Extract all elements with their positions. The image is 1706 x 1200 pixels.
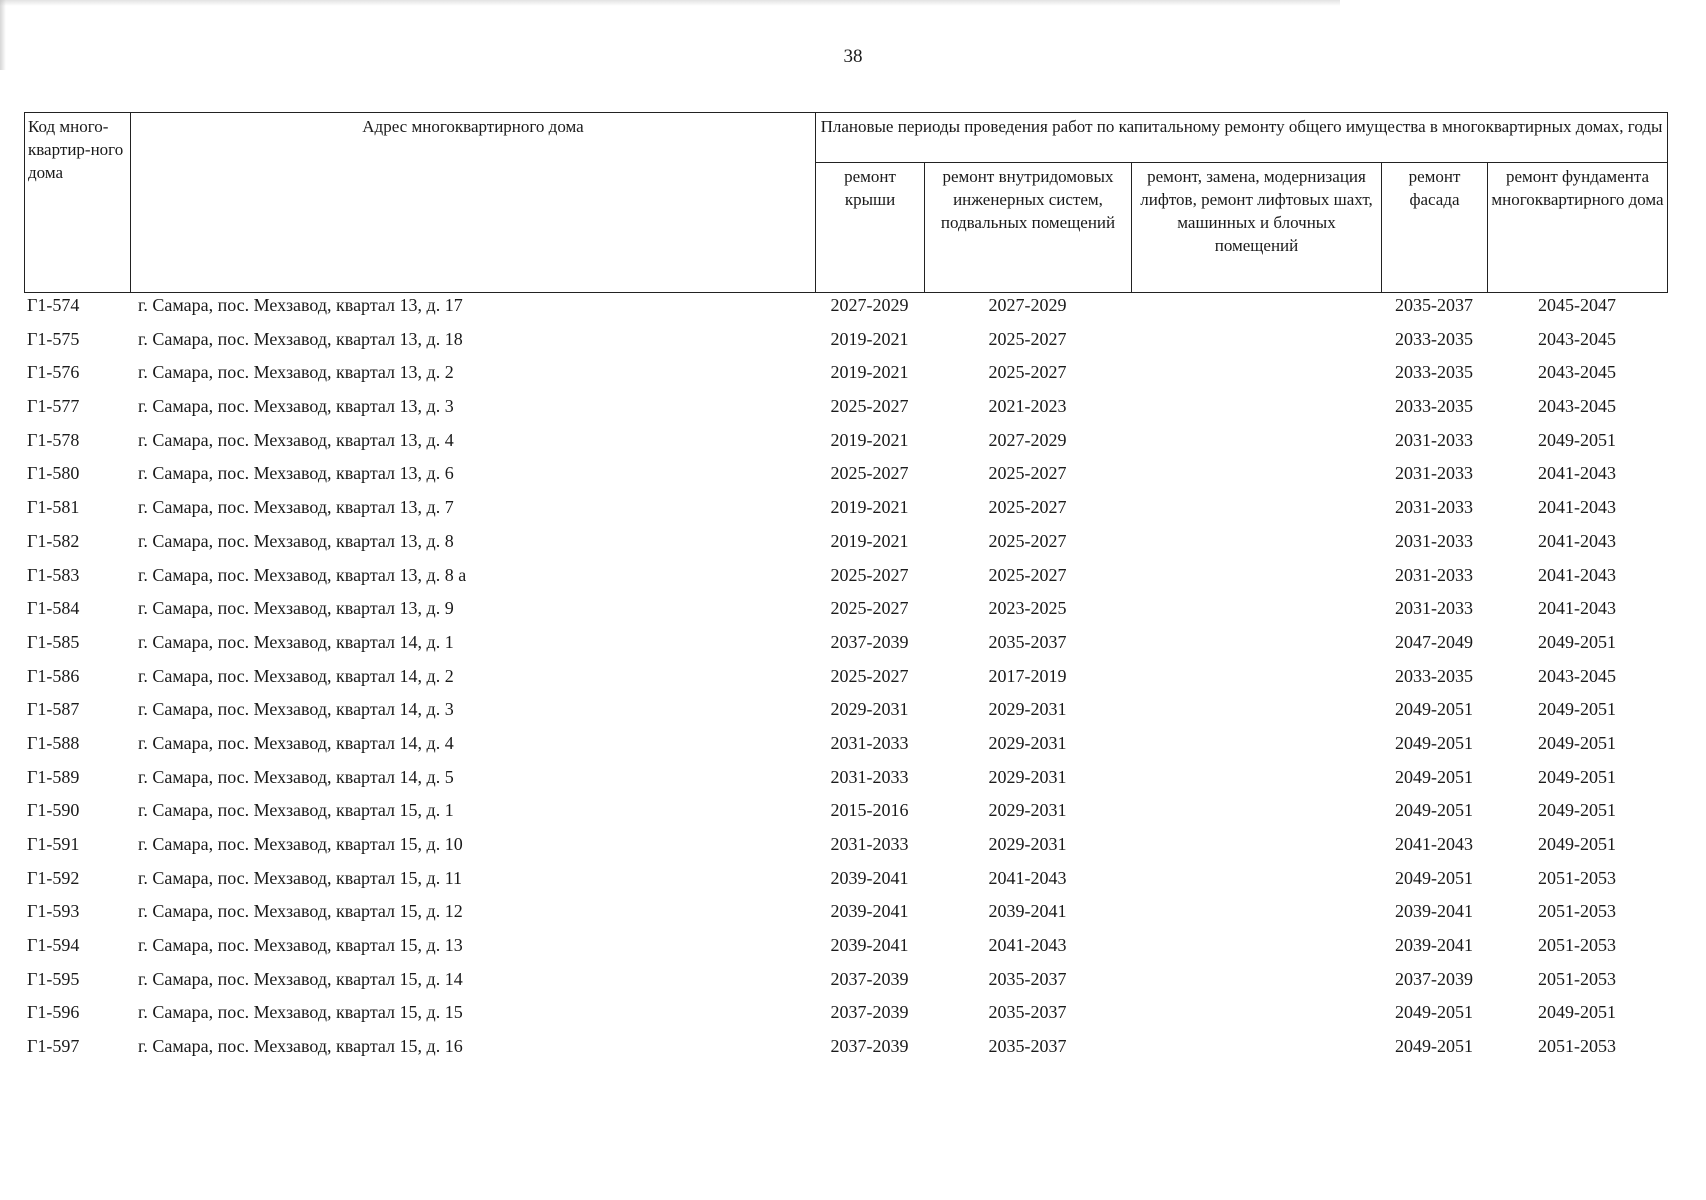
- header-facade: ремонт фасада: [1382, 163, 1488, 293]
- cell-address: г. Самара, пос. Мехзавод, квартал 13, д. 7: [138, 497, 454, 518]
- cell-engineering: 2029-2031: [988, 699, 1067, 720]
- cell-code: Г1-580: [27, 463, 80, 484]
- cell-foundation: 2043-2045: [1538, 328, 1616, 349]
- table-row: [24, 766, 1667, 800]
- cell-roof: 2019-2021: [830, 328, 909, 349]
- cell-engineering: 2035-2037: [988, 1036, 1067, 1057]
- cell-engineering: 2025-2027: [988, 564, 1067, 585]
- cell-engineering: 2027-2029: [988, 295, 1067, 315]
- cell-foundation: 2049-2051: [1538, 631, 1616, 652]
- cell-elevators: [1131, 1001, 1381, 1035]
- cell-foundation: 2043-2045: [1538, 396, 1616, 417]
- cell-facade: 2031-2033: [1395, 429, 1473, 450]
- cell-elevators: [1131, 732, 1381, 766]
- cell-code: Г1-582: [27, 530, 80, 551]
- cell-engineering: 2027-2029: [988, 429, 1067, 450]
- cell-foundation: 2043-2045: [1538, 665, 1616, 686]
- cell-roof: 2025-2027: [830, 564, 909, 585]
- cell-code: Г1-595: [27, 968, 80, 989]
- cell-code: Г1-574: [27, 295, 80, 315]
- cell-elevators: [1131, 328, 1381, 362]
- cell-elevators: [1131, 867, 1381, 901]
- cell-facade: 2049-2051: [1395, 732, 1473, 753]
- cell-roof: 2037-2039: [830, 1002, 909, 1023]
- header-elevators: ремонт, замена, модернизация лифтов, ремонт лифтовых шахт, машинных и блочных помещений: [1132, 163, 1382, 293]
- cell-code: Г1-584: [27, 598, 80, 619]
- table-row: [24, 395, 1667, 429]
- cell-elevators: [1131, 631, 1381, 665]
- cell-facade: 2031-2033: [1395, 564, 1473, 585]
- cell-engineering: 2039-2041: [988, 901, 1067, 922]
- cell-address: г. Самара, пос. Мехзавод, квартал 13, д. 8 а: [138, 564, 467, 585]
- cell-address: г. Самара, пос. Мехзавод, квартал 13, д. 2: [138, 362, 454, 383]
- table-row: [24, 294, 1667, 328]
- cell-elevators: [1131, 496, 1381, 530]
- cell-address: г. Самара, пос. Мехзавод, квартал 14, д. 4: [138, 732, 454, 753]
- cell-address: г. Самара, пос. Мехзавод, квартал 15, д. 1: [138, 800, 454, 821]
- cell-facade: 2037-2039: [1395, 968, 1473, 989]
- table-row: [24, 429, 1667, 463]
- cell-code: Г1-585: [27, 631, 80, 652]
- table-row: [24, 732, 1667, 766]
- cell-roof: 2025-2027: [830, 665, 909, 686]
- cell-code: Г1-578: [27, 429, 80, 450]
- cell-engineering: 2025-2027: [988, 328, 1067, 349]
- table-row: [24, 934, 1667, 968]
- cell-address: г. Самара, пос. Мехзавод, квартал 14, д. 1: [138, 631, 454, 652]
- cell-engineering: 2029-2031: [988, 732, 1067, 753]
- cell-roof: 2019-2021: [830, 530, 909, 551]
- cell-address: г. Самара, пос. Мехзавод, квартал 13, д. 17: [138, 295, 463, 315]
- cell-engineering: 2029-2031: [988, 800, 1067, 821]
- cell-roof: 2025-2027: [830, 463, 909, 484]
- header-address: Адрес многоквартирного дома: [131, 113, 816, 293]
- cell-facade: 2039-2041: [1395, 935, 1473, 956]
- cell-foundation: 2041-2043: [1538, 497, 1616, 518]
- cell-elevators: [1131, 799, 1381, 833]
- cell-roof: 2037-2039: [830, 968, 909, 989]
- cell-engineering: 2035-2037: [988, 1002, 1067, 1023]
- cell-roof: 2031-2033: [830, 834, 909, 854]
- cell-elevators: [1131, 934, 1381, 968]
- table-row: [24, 496, 1667, 530]
- cell-address: г. Самара, пос. Мехзавод, квартал 14, д. 5: [138, 766, 454, 787]
- cell-code: Г1-589: [27, 766, 80, 787]
- table-row: [24, 597, 1667, 631]
- cell-address: г. Самара, пос. Мехзавод, квартал 15, д. 13: [138, 935, 463, 956]
- cell-foundation: 2049-2051: [1538, 766, 1616, 787]
- cell-foundation: 2041-2043: [1538, 598, 1616, 619]
- cell-code: Г1-586: [27, 665, 80, 686]
- header-periods-group: Плановые периоды проведения работ по капитальному ремонту общего имущества в многоквартирных домах, годы: [816, 113, 1668, 163]
- cell-roof: 2031-2033: [830, 732, 909, 753]
- cell-address: г. Самара, пос. Мехзавод, квартал 13, д. 4: [138, 429, 454, 450]
- table-header: [24, 112, 1668, 293]
- cell-address: г. Самара, пос. Мехзавод, квартал 13, д. 9: [138, 598, 454, 619]
- cell-engineering: 2035-2037: [988, 631, 1067, 652]
- cell-code: Г1-594: [27, 935, 80, 956]
- cell-facade: 2031-2033: [1395, 598, 1473, 619]
- cell-code: Г1-596: [27, 1002, 80, 1023]
- cell-elevators: [1131, 968, 1381, 1002]
- cell-roof: 2039-2041: [830, 901, 909, 922]
- cell-engineering: 2025-2027: [988, 463, 1067, 484]
- cell-elevators: [1131, 833, 1381, 867]
- cell-elevators: [1131, 900, 1381, 934]
- table-row: [24, 361, 1667, 395]
- cell-engineering: 2029-2031: [988, 766, 1067, 787]
- cell-facade: 2049-2051: [1395, 1036, 1473, 1057]
- cell-code: Г1-590: [27, 800, 80, 821]
- header-roof: ремонт крыши: [816, 163, 925, 293]
- scan-edge-top: [0, 0, 1340, 6]
- cell-foundation: 2041-2043: [1538, 530, 1616, 551]
- cell-roof: 2015-2016: [830, 800, 909, 821]
- cell-engineering: 2025-2027: [988, 362, 1067, 383]
- cell-address: г. Самара, пос. Мехзавод, квартал 15, д. 12: [138, 901, 463, 922]
- table-row: [24, 799, 1667, 833]
- cell-roof: 2037-2039: [830, 631, 909, 652]
- cell-foundation: 2049-2051: [1538, 1002, 1616, 1023]
- cell-code: Г1-597: [27, 1036, 80, 1057]
- cell-facade: 2049-2051: [1395, 867, 1473, 888]
- cell-roof: 2019-2021: [830, 497, 909, 518]
- cell-foundation: 2041-2043: [1538, 463, 1616, 484]
- cell-address: г. Самара, пос. Мехзавод, квартал 14, д. 3: [138, 699, 454, 720]
- cell-facade: 2031-2033: [1395, 530, 1473, 551]
- cell-facade: 2047-2049: [1395, 631, 1473, 652]
- table-row: [24, 900, 1667, 934]
- cell-address: г. Самара, пос. Мехзавод, квартал 15, д. 11: [138, 867, 463, 888]
- cell-foundation: 2041-2043: [1538, 564, 1616, 585]
- cell-address: г. Самара, пос. Мехзавод, квартал 14, д. 2: [138, 665, 454, 686]
- cell-address: г. Самара, пос. Мехзавод, квартал 15, д. 16: [138, 1036, 463, 1057]
- header-engineering: ремонт внутридомовых инженерных систем, подвальных помещений: [925, 163, 1132, 293]
- cell-foundation: 2043-2045: [1538, 362, 1616, 383]
- cell-foundation: 2049-2051: [1538, 699, 1616, 720]
- cell-roof: 2029-2031: [830, 699, 909, 720]
- table-row: [24, 530, 1667, 564]
- table-row: [24, 462, 1667, 496]
- cell-engineering: 2041-2043: [988, 867, 1067, 888]
- cell-code: Г1-577: [27, 396, 80, 417]
- cell-code: Г1-587: [27, 699, 80, 720]
- table-row: [24, 833, 1667, 867]
- cell-code: Г1-576: [27, 362, 80, 383]
- cell-roof: 2031-2033: [830, 766, 909, 787]
- cell-facade: 2033-2035: [1395, 396, 1473, 417]
- cell-facade: 2049-2051: [1395, 1002, 1473, 1023]
- table-row: [24, 1035, 1667, 1069]
- cell-facade: 2035-2037: [1395, 295, 1473, 315]
- cell-code: Г1-583: [27, 564, 80, 585]
- cell-elevators: [1131, 462, 1381, 496]
- cell-engineering: 2029-2031: [988, 834, 1067, 854]
- header-foundation: ремонт фундамента многоквартирного дома: [1488, 163, 1668, 293]
- table-body: [24, 294, 1667, 1069]
- cell-roof: 2027-2029: [830, 295, 909, 315]
- cell-engineering: 2021-2023: [988, 396, 1067, 417]
- cell-roof: 2025-2027: [830, 396, 909, 417]
- table-row: [24, 1001, 1667, 1035]
- cell-address: г. Самара, пос. Мехзавод, квартал 15, д. 15: [138, 1002, 463, 1023]
- cell-roof: 2039-2041: [830, 935, 909, 956]
- cell-address: г. Самара, пос. Мехзавод, квартал 15, д. 10: [138, 834, 463, 854]
- cell-code: Г1-591: [27, 834, 80, 854]
- cell-elevators: [1131, 597, 1381, 631]
- cell-foundation: 2051-2053: [1538, 901, 1616, 922]
- cell-roof: 2039-2041: [830, 867, 909, 888]
- cell-foundation: 2049-2051: [1538, 429, 1616, 450]
- table-row: [24, 968, 1667, 1002]
- cell-roof: 2025-2027: [830, 598, 909, 619]
- cell-engineering: 2025-2027: [988, 497, 1067, 518]
- cell-foundation: 2049-2051: [1538, 800, 1616, 821]
- cell-address: г. Самара, пос. Мехзавод, квартал 13, д. 3: [138, 396, 454, 417]
- table-row: [24, 665, 1667, 699]
- cell-facade: 2041-2043: [1395, 834, 1473, 854]
- cell-engineering: 2017-2019: [988, 665, 1067, 686]
- cell-elevators: [1131, 698, 1381, 732]
- cell-elevators: [1131, 564, 1381, 598]
- cell-elevators: [1131, 1035, 1381, 1069]
- cell-facade: 2049-2051: [1395, 800, 1473, 821]
- cell-roof: 2019-2021: [830, 429, 909, 450]
- cell-facade: 2033-2035: [1395, 328, 1473, 349]
- cell-address: г. Самара, пос. Мехзавод, квартал 15, д. 14: [138, 968, 463, 989]
- cell-foundation: 2051-2053: [1538, 935, 1616, 956]
- cell-facade: 2049-2051: [1395, 699, 1473, 720]
- table-row: [24, 564, 1667, 598]
- cell-roof: 2037-2039: [830, 1036, 909, 1057]
- cell-elevators: [1131, 530, 1381, 564]
- cell-code: Г1-588: [27, 732, 80, 753]
- cell-elevators: [1131, 395, 1381, 429]
- cell-engineering: 2041-2043: [988, 935, 1067, 956]
- cell-elevators: [1131, 665, 1381, 699]
- cell-engineering: 2025-2027: [988, 530, 1067, 551]
- table-row: [24, 328, 1667, 362]
- cell-elevators: [1131, 294, 1381, 328]
- cell-address: г. Самара, пос. Мехзавод, квартал 13, д. 6: [138, 463, 454, 484]
- cell-code: Г1-581: [27, 497, 80, 518]
- cell-code: Г1-575: [27, 328, 80, 349]
- page-number: 38: [843, 46, 863, 67]
- cell-facade: 2033-2035: [1395, 362, 1473, 383]
- cell-elevators: [1131, 766, 1381, 800]
- cell-foundation: 2051-2053: [1538, 867, 1616, 888]
- header-code: Код много-квартир-ного дома: [25, 113, 131, 293]
- cell-foundation: 2049-2051: [1538, 834, 1616, 854]
- cell-code: Г1-592: [27, 867, 80, 888]
- cell-foundation: 2051-2053: [1538, 968, 1616, 989]
- cell-roof: 2019-2021: [830, 362, 909, 383]
- table-row: [24, 631, 1667, 665]
- cell-engineering: 2023-2025: [988, 598, 1067, 619]
- cell-facade: 2049-2051: [1395, 766, 1473, 787]
- cell-elevators: [1131, 361, 1381, 395]
- cell-facade: 2031-2033: [1395, 463, 1473, 484]
- table-row: [24, 867, 1667, 901]
- cell-facade: 2039-2041: [1395, 901, 1473, 922]
- cell-foundation: 2049-2051: [1538, 732, 1616, 753]
- cell-foundation: 2045-2047: [1538, 295, 1616, 315]
- cell-address: г. Самара, пос. Мехзавод, квартал 13, д. 8: [138, 530, 454, 551]
- cell-facade: 2033-2035: [1395, 665, 1473, 686]
- scan-edge-left: [0, 0, 6, 70]
- table-row: [24, 698, 1667, 732]
- cell-code: Г1-593: [27, 901, 80, 922]
- cell-elevators: [1131, 429, 1381, 463]
- cell-foundation: 2051-2053: [1538, 1036, 1616, 1057]
- cell-address: г. Самара, пос. Мехзавод, квартал 13, д. 18: [138, 328, 463, 349]
- cell-engineering: 2035-2037: [988, 968, 1067, 989]
- data-table: [24, 294, 1667, 1069]
- cell-facade: 2031-2033: [1395, 497, 1473, 518]
